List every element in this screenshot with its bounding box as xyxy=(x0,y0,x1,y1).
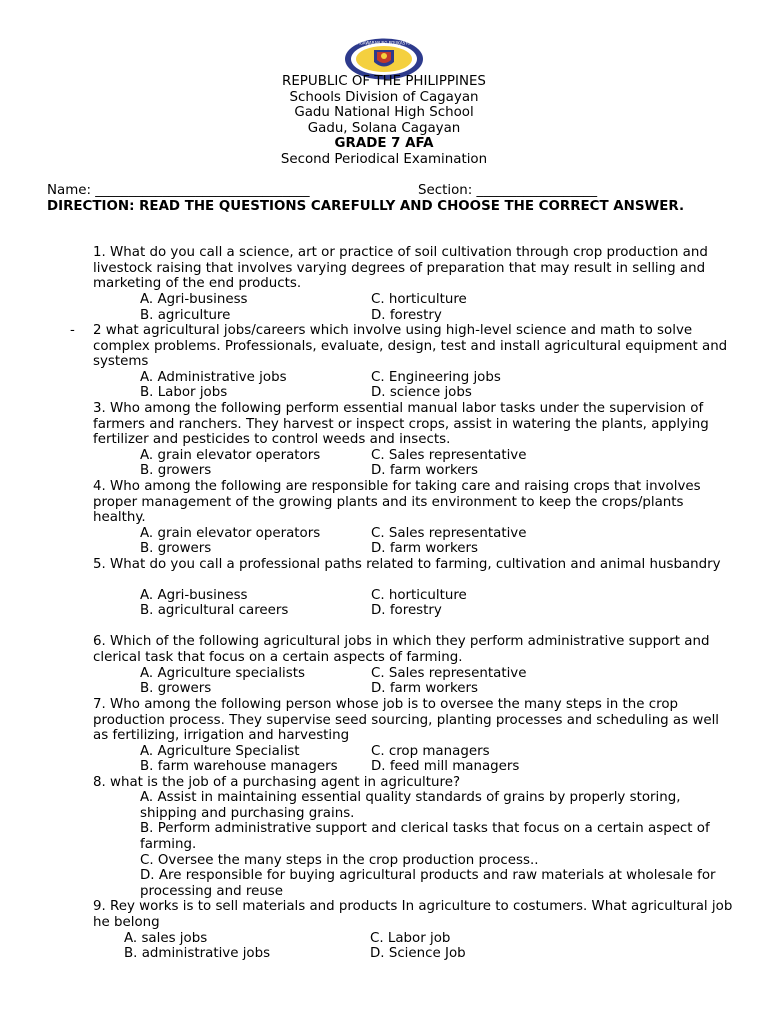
q8-option-c: C. Oversee the many steps in the crop production process.. xyxy=(140,853,539,868)
q3-option-d: D. farm workers xyxy=(371,463,478,478)
header-division: Schools Division of Cagayan xyxy=(289,89,479,105)
q4-option-d: D. farm workers xyxy=(371,541,478,556)
header-address: Gadu, Solana Cagayan xyxy=(307,120,461,136)
question-4: 4. Who among the following are responsible for taking care and raising crops that involves proper management of the growing plants and its environment to keep the crops/plants healthy. xyxy=(93,479,701,526)
q5-option-b: B. agricultural careers xyxy=(140,603,289,618)
q3-option-c: C. Sales representative xyxy=(371,448,527,463)
q9-option-c: C. Labor job xyxy=(370,931,451,946)
q1-option-a: A. Agri-business xyxy=(140,292,248,307)
q6-option-d: D. farm workers xyxy=(371,681,478,696)
q9-option-b: B. administrative jobs xyxy=(124,946,271,961)
q6-option-a: A. Agriculture specialists xyxy=(140,666,305,681)
q1-option-c: C. horticulture xyxy=(371,292,467,307)
name-field: Name: ________________________________ xyxy=(47,183,310,198)
exam-header xyxy=(0,74,768,168)
q6-option-c: C. Sales representative xyxy=(371,666,527,681)
question-8: 8. what is the job of a purchasing agent in agriculture? xyxy=(93,775,461,790)
header-exam-title: Second Periodical Examination xyxy=(280,151,488,167)
direction-text: DIRECTION: READ THE QUESTIONS CAREFULLY AND CHOOSE THE CORRECT ANSWER. xyxy=(47,199,685,214)
section-field: Section: __________________ xyxy=(418,183,598,198)
header-grade: GRADE 7 AFA xyxy=(334,136,434,152)
q2-option-c: C. Engineering jobs xyxy=(371,370,501,385)
q3-option-b: B. growers xyxy=(140,463,212,478)
q9-option-d: D. Science Job xyxy=(370,946,466,961)
question-6: 6. Which of the following agricultural jobs in which they perform administrative support and clerical task that focus on a certain aspects of farming. xyxy=(93,634,710,665)
question-9: 9. Rey works is to sell materials and products In agriculture to costumers. What agricultural job he belong xyxy=(93,899,733,930)
svg-text:KAGAWARAN NG EDUKASYON: KAGAWARAN NG EDUKASYON xyxy=(354,40,414,46)
q5-option-a: A. Agri-business xyxy=(140,588,248,603)
q5-option-d: D. forestry xyxy=(371,603,442,618)
header-country: REPUBLIC OF THE PHILIPPINES xyxy=(282,74,486,89)
q7-option-a: A. Agriculture Specialist xyxy=(140,744,300,759)
question-7: 7. Who among the following person whose job is to oversee the many steps in the crop production process. They supervise seed sourcing, planting processes and scheduling as well as fertilizing, irrigation and harvesting xyxy=(93,697,720,744)
q2-option-d: D. science jobs xyxy=(371,385,472,400)
q4-option-b: B. growers xyxy=(140,541,212,556)
q7-option-c: C. crop managers xyxy=(371,744,490,759)
q3-option-a: A. grain elevator operators xyxy=(140,448,321,463)
q7-option-b: B. farm warehouse managers xyxy=(140,759,338,774)
question-3: 3. Who among the following perform essential manual labor tasks under the supervision of farmers and ranchers. They harvest or inspect crops, assist in watering the plants, applying fertilizer and pesticides to control weeds and insects. xyxy=(93,401,709,448)
q5-option-c: C. horticulture xyxy=(371,588,467,603)
q8-option-d: D. Are responsible for buying agricultural products and raw materials at wholesale for processing and reuse xyxy=(140,868,716,899)
q1-option-b: B. agriculture xyxy=(140,308,231,323)
question-1: 1. What do you call a science, art or practice of soil cultivation through crop production and livestock raising that involves varying degrees of preparation that may result in selling and marketing of the end products. xyxy=(93,245,708,292)
q2-option-b: B. Labor jobs xyxy=(140,385,228,400)
list-dash: - xyxy=(70,323,75,338)
q7-option-d: D. feed mill managers xyxy=(371,759,520,774)
question-2: 2 what agricultural jobs/careers which involve using high-level science and math to solve complex problems. Professionals, evaluate, design, test and install agricultural equipment and systems xyxy=(93,323,728,370)
q6-option-b: B. growers xyxy=(140,681,212,696)
q8-option-a: A. Assist in maintaining essential quality standards of grains by properly storing, shipping and purchasing grains. xyxy=(140,790,681,821)
header-school: Gadu National High School xyxy=(294,105,474,121)
q1-option-d: D. forestry xyxy=(371,308,442,323)
q8-option-b: B. Perform administrative support and clerical tasks that focus on a certain aspect of farming. xyxy=(140,821,710,852)
q4-option-a: A. grain elevator operators xyxy=(140,526,321,541)
q9-option-a: A. sales jobs xyxy=(124,931,208,946)
question-5: 5. What do you call a professional paths related to farming, cultivation and animal husbandry xyxy=(93,557,721,572)
q4-option-c: C. Sales representative xyxy=(371,526,527,541)
q2-option-a: A. Administrative jobs xyxy=(140,370,287,385)
